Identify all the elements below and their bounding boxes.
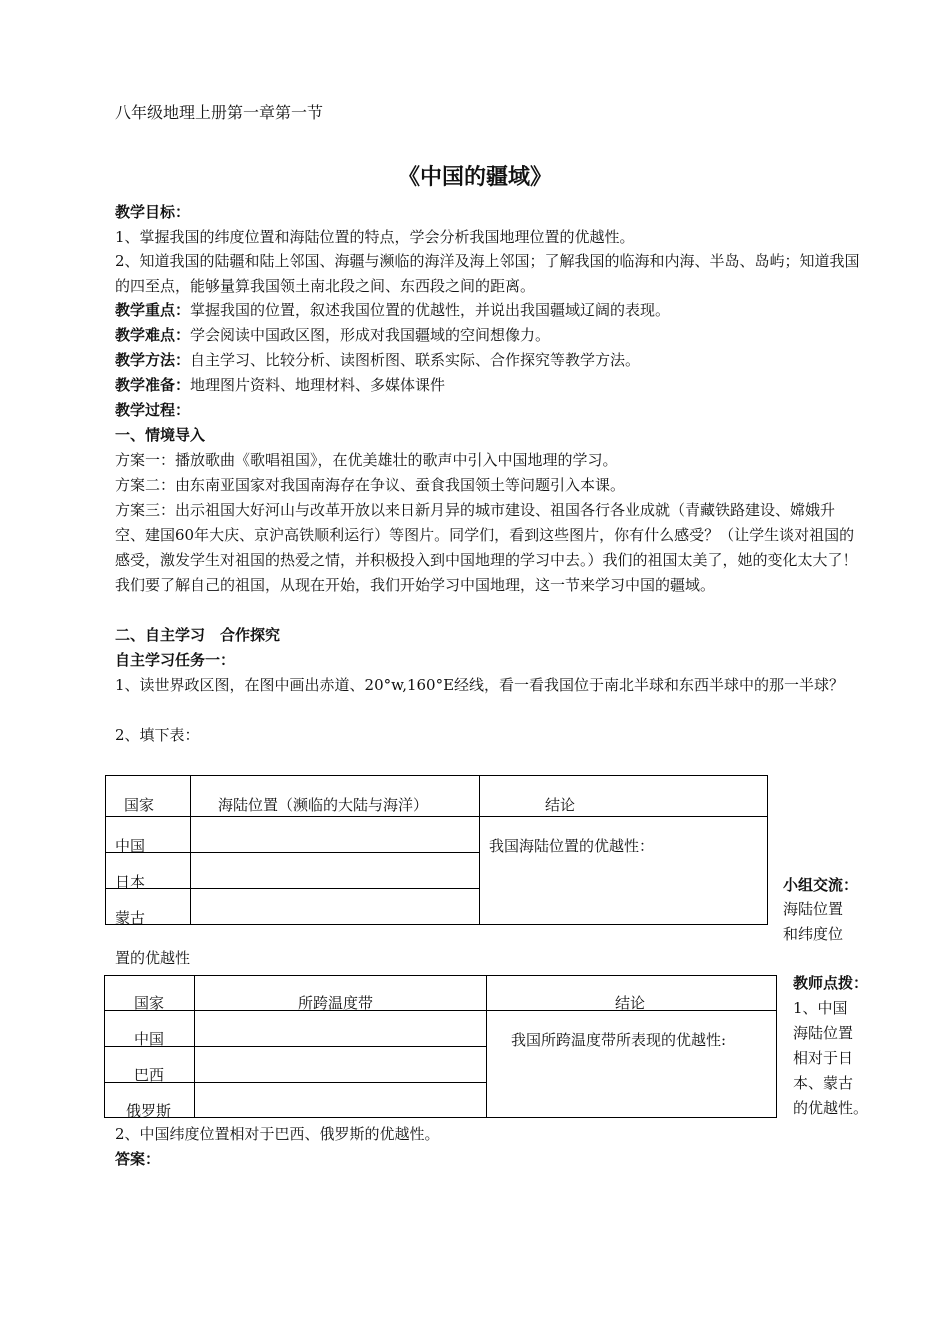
group-exchange-line-3: 置的优越性 xyxy=(115,949,191,967)
teacher-tips-line-2: 海陆位置 xyxy=(793,1024,854,1042)
difficulty-text: 学会阅读中国政区图，形成对我国疆域的空间想像力。 xyxy=(190,326,551,344)
page-header: 八年级地理上册第一章第一节 xyxy=(115,103,324,122)
preparation xyxy=(115,373,865,397)
preparation-label: 教学准备： xyxy=(115,376,191,394)
question-2: 2、中国纬度位置相对于巴西、俄罗斯的优越性。 xyxy=(115,1125,440,1143)
table1-header-position: 海陆位置（濒临的大陆与海洋） xyxy=(218,796,429,814)
group-exchange-label: 小组交流： xyxy=(783,876,859,894)
table2-header-country: 国家 xyxy=(134,994,165,1012)
goal-2: 2、知道我国的陆疆和陆上邻国、海疆与濒临的海洋及海上邻国；了解我国的临海和内海、半岛、岛屿；知道我国的四至点，能够量算我国领土南北段之间、东西段之间的距离。 xyxy=(115,252,860,295)
table1-header-conclusion: 结论 xyxy=(545,796,576,814)
group-exchange-line-2: 和纬度位 xyxy=(783,925,844,943)
task-1-question-2: 2、填下表： xyxy=(115,726,200,744)
difficulty-label: 教学难点： xyxy=(115,326,191,344)
table2-header-conclusion: 结论 xyxy=(615,994,646,1012)
process-label: 教学过程： xyxy=(115,401,191,419)
plan-1: 方案一：播放歌曲《歌唱祖国》，在优美雄壮的歌声中引入中国地理的学习。 xyxy=(115,451,618,469)
method-text: 自主学习、比较分析、读图析图、联系实际、合作探究等教学方法。 xyxy=(190,351,641,369)
difficulty xyxy=(115,323,865,347)
method xyxy=(115,348,865,372)
plan-2: 方案二：由东南亚国家对我国南海存在争议、蚕食我国领土等问题引入本课。 xyxy=(115,476,626,494)
answer-label: 答案： xyxy=(115,1150,161,1168)
table2-conclusion: 我国所跨温度带所表现的优越性: xyxy=(511,1031,727,1049)
table1-row-mongolia: 蒙古 xyxy=(115,909,146,927)
key-points xyxy=(115,298,865,322)
preparation-text: 地理图片资料、地理材料、多媒体课件 xyxy=(190,376,446,394)
teacher-tips-line-4: 本、蒙古 xyxy=(793,1074,854,1092)
task-1-label: 自主学习任务一： xyxy=(115,651,236,669)
section-1-heading: 一、情境导入 xyxy=(115,426,206,444)
table2-row-russia: 俄罗斯 xyxy=(126,1102,172,1120)
key-points-label: 教学重点： xyxy=(115,301,191,319)
teacher-tips-line-5: 的优越性。 xyxy=(793,1099,869,1117)
table1-row-japan: 日本 xyxy=(115,873,146,891)
method-label: 教学方法： xyxy=(115,351,191,369)
group-exchange-line-1: 海陆位置 xyxy=(783,900,844,918)
table2-row-china: 中国 xyxy=(134,1030,165,1048)
table1-header-country: 国家 xyxy=(124,796,155,814)
table1-conclusion: 我国海陆位置的优越性： xyxy=(489,837,655,855)
teacher-tips-line-3: 相对于日 xyxy=(793,1049,854,1067)
plan-3: 方案三：出示祖国大好河山与改革开放以来日新月异的城市建设、祖国各行各业成就（青藏铁路建设、嫦娥升空、建国60年大庆、京沪高铁顺利运行）等图片。同学们，看到这些图片，你有什么感受？（让学生谈对祖国的感受，激发学生对祖国的热爱之情，并积极投入到中国地理的学习中去。）我们的祖国太美了，她的变化太大了！我们要了解自己的祖国，从现在开始，我们开始学习中国地理，这一节来学习中国的疆域。 xyxy=(115,501,858,594)
task-1-question-1: 1、读世界政区图，在图中画出赤道、20°w,160°E经线，看一看我国位于南北半球和东西半球中的那一半球？ xyxy=(115,676,845,694)
section-2-heading: 二、自主学习 合作探究 xyxy=(115,626,281,644)
goals-label: 教学目标： xyxy=(115,203,191,221)
teacher-tips-line-1: 1、中国 xyxy=(793,999,848,1017)
page-title: 《中国的疆域》 xyxy=(397,165,552,190)
goal-1: 1、掌握我国的纬度位置和海陆位置的特点，学会分析我国地理位置的优越性。 xyxy=(115,228,635,246)
key-points-text: 掌握我国的位置，叙述我国位置的优越性，并说出我国疆域辽阔的表现。 xyxy=(190,301,671,319)
teacher-tips-label: 教师点拨： xyxy=(793,974,869,992)
table2-header-zones: 所跨温度带 xyxy=(298,994,374,1012)
table1-row-china: 中国 xyxy=(115,837,146,855)
table2-row-brazil: 巴西 xyxy=(134,1066,165,1084)
